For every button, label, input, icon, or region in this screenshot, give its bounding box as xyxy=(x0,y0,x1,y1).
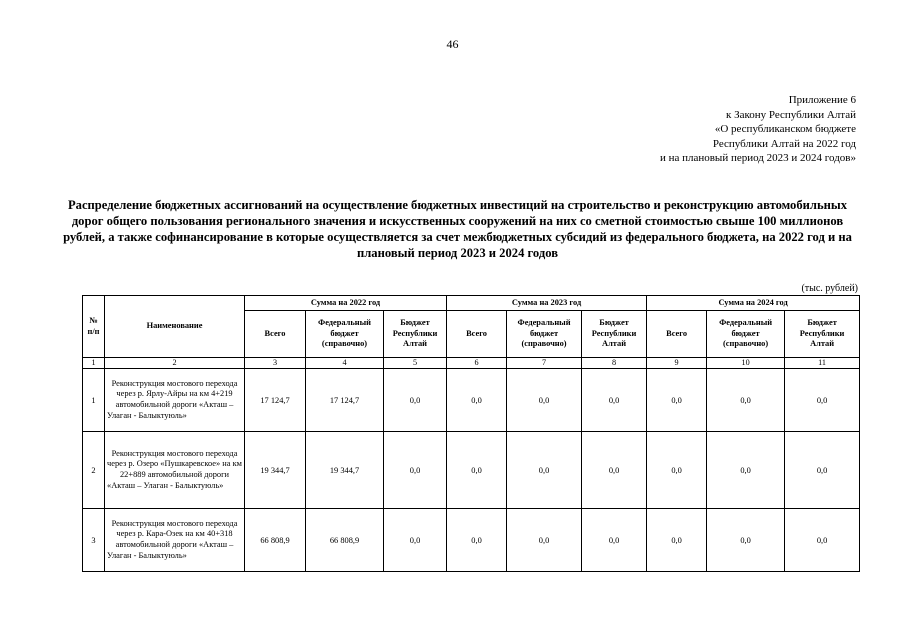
row-value: 0,0 xyxy=(582,509,647,572)
column-number: 5 xyxy=(384,358,447,369)
column-number: 10 xyxy=(707,358,785,369)
appendix-line: «О республиканском бюджете xyxy=(714,123,856,136)
row-value: 0,0 xyxy=(707,509,785,572)
row-value: 66 808,9 xyxy=(306,509,384,572)
table-row xyxy=(83,432,860,509)
column-number: 1 xyxy=(83,358,105,369)
row-name: Реконструкция мостового перехода через р. Озеро «Пушкаревское» на км 22+889 автомобильной дороги «Акташ – Улаган - Балыктуюль» xyxy=(105,432,245,509)
row-value: 0,0 xyxy=(707,432,785,509)
table-row xyxy=(83,509,860,572)
column-number: 2 xyxy=(105,358,245,369)
row-value: 0,0 xyxy=(785,369,860,432)
column-number: 3 xyxy=(245,358,306,369)
page-number: 46 xyxy=(446,37,459,51)
column-number-row xyxy=(83,358,860,369)
subheader-republic: Бюджет Республики Алтай xyxy=(785,311,860,358)
row-value: 0,0 xyxy=(785,509,860,572)
row-value: 0,0 xyxy=(384,369,447,432)
subheader-federal: Федеральный бюджет (справочно) xyxy=(507,311,582,358)
header-year-2022: Сумма на 2022 год xyxy=(245,296,447,311)
row-value: 0,0 xyxy=(647,369,707,432)
row-value: 0,0 xyxy=(785,432,860,509)
row-value: 17 124,7 xyxy=(245,369,306,432)
row-value: 0,0 xyxy=(507,369,582,432)
subheader-republic: Бюджет Республики Алтай xyxy=(384,311,447,358)
header-name: Наименование xyxy=(105,296,245,358)
table-header-row xyxy=(83,296,860,311)
row-value: 0,0 xyxy=(582,432,647,509)
appendix-line: к Закону Республики Алтай xyxy=(726,108,856,121)
appendix-line: Республики Алтай на 2022 год xyxy=(712,137,856,150)
column-number: 6 xyxy=(447,358,507,369)
row-value: 0,0 xyxy=(647,509,707,572)
appendix-line: и на плановый период 2023 и 2024 годов» xyxy=(659,152,856,165)
row-value: 0,0 xyxy=(384,509,447,572)
row-value: 0,0 xyxy=(447,509,507,572)
table-row xyxy=(83,369,860,432)
subheader-total: Всего xyxy=(245,311,306,358)
row-value: 0,0 xyxy=(507,432,582,509)
header-year-2023: Сумма на 2023 год xyxy=(447,296,647,311)
appendix-line: Приложение 6 xyxy=(788,94,856,106)
row-value: 0,0 xyxy=(707,369,785,432)
row-value: 66 808,9 xyxy=(245,509,306,572)
units-label: (тыс. рублей) xyxy=(801,283,858,294)
header-year-2024: Сумма на 2024 год xyxy=(647,296,860,311)
row-name: Реконструкция мостового перехода через р. Ярлу-Айры на км 4+219 автомобильной дороги «Акташ – Улаган - Балыктуюль» xyxy=(105,369,245,432)
subheader-total: Всего xyxy=(447,311,507,358)
header-no: № п/п xyxy=(83,296,105,358)
subheader-republic: Бюджет Республики Алтай xyxy=(582,311,647,358)
row-number: 2 xyxy=(83,432,105,509)
row-value: 0,0 xyxy=(582,369,647,432)
row-number: 1 xyxy=(83,369,105,432)
row-value: 0,0 xyxy=(447,432,507,509)
row-value: 17 124,7 xyxy=(306,369,384,432)
subheader-federal: Федеральный бюджет (справочно) xyxy=(707,311,785,358)
budget-table xyxy=(82,295,860,572)
row-value: 19 344,7 xyxy=(306,432,384,509)
subheader-federal: Федеральный бюджет (справочно) xyxy=(306,311,384,358)
row-value: 19 344,7 xyxy=(245,432,306,509)
row-value: 0,0 xyxy=(647,432,707,509)
subheader-total: Всего xyxy=(647,311,707,358)
column-number: 9 xyxy=(647,358,707,369)
column-number: 7 xyxy=(507,358,582,369)
document-title: Распределение бюджетных ассигнований на осуществление бюджетных инвестиций на строительство и реконструкцию автомобильных дорог общего пользования регионального значения и искусственных сооружений на них со сметной стоимостью свыше 100 миллионов рублей, а также софинансирование в которые осуществляется за счет межбюджетных субсидий из федерального бюджета, на 2022 год и на плановый период 2023 и 2024 годов xyxy=(63,198,852,260)
row-value: 0,0 xyxy=(384,432,447,509)
column-number: 11 xyxy=(785,358,860,369)
row-value: 0,0 xyxy=(507,509,582,572)
row-value: 0,0 xyxy=(447,369,507,432)
row-name: Реконструкция мостового перехода через р. Кара-Озек на км 40+318 автомобильной дороги «Акташ – Улаган - Балыктуюль» xyxy=(105,509,245,572)
column-number: 8 xyxy=(582,358,647,369)
appendix-header xyxy=(660,93,856,166)
row-number: 3 xyxy=(83,509,105,572)
column-number: 4 xyxy=(306,358,384,369)
